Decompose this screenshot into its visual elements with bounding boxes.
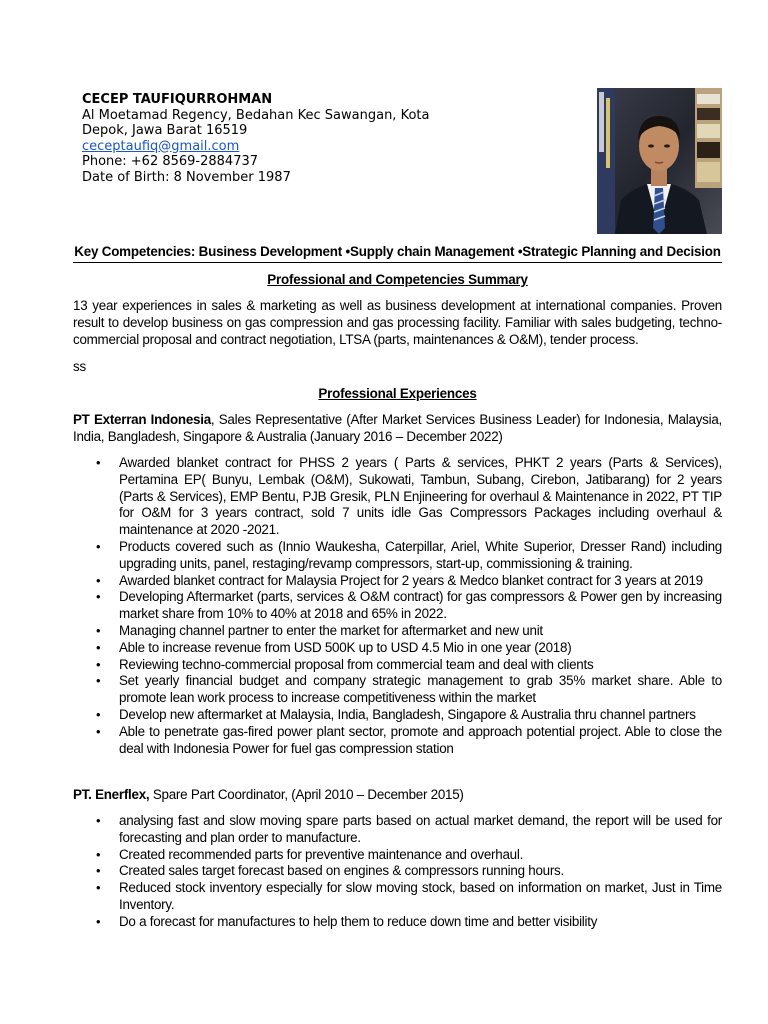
job-1-bullets — [96, 455, 722, 757]
candidate-name: CECEP TAUFIQURROHMAN — [82, 92, 273, 107]
bullet-icon: • — [96, 656, 101, 672]
list-item: • Reduced stock inventory especially for slow moving stock, based on information on market, Just in Time Inventory. — [96, 880, 722, 912]
job-header-2 — [73, 787, 722, 804]
bullet-icon: • — [96, 455, 101, 470]
divider-line — [73, 262, 722, 263]
bullet-icon: • — [96, 813, 101, 828]
bullet-icon: • — [96, 846, 101, 862]
list-item: • Developing Aftermarket (parts, services & O&M contract) for gas compressors & Power gen by increasing market share from 10% to 40% at 2018 and 65% in 2022. — [96, 589, 722, 622]
address-line-2: Depok, Jawa Barat 16519 — [82, 123, 248, 138]
phone-number: Phone: +62 8569-2884737 — [82, 154, 259, 169]
list-item: • Reviewing techno-commercial proposal from commercial team and deal with clients — [96, 656, 594, 672]
list-item: • Do a forecast for manufactures to help them to reduce down time and better visibility — [96, 913, 598, 929]
company-name: PT. Enerflex, — [73, 787, 150, 802]
bullet-icon: • — [96, 589, 101, 605]
job-details: Spare Part Coordinator, (April 2010 – December 2015) — [149, 787, 464, 802]
list-item: • Develop new aftermarket at Malaysia, India, Bangladesh, Singapore & Australia thru channel partners — [96, 706, 696, 722]
job-2-bullets — [96, 813, 722, 931]
list-item: • Able to increase revenue from USD 500K up to USD 4.5 Mio in one year (2018) — [96, 639, 572, 655]
list-item: • Awarded blanket contract for PHSS 2 years ( Parts & services, PHKT 2 years (Parts & Services), Pertamina EP( Bunyu, Lembak (O&M), Sukowati, Tambun, Subang, Cirebon, Jatibarang) for 2 years (Parts & Services), EMP Bentu, PJB Gresik, PLN Enjineering for overhaul & Maintenance in 2022, PT TIP for O&M for 3 years contract, sold 7 units idle Gas Compressors Packages including overhaul & maintenance at 2020 -2021. — [96, 455, 722, 538]
list-item: • analysing fast and slow moving spare parts based on actual market demand, the report will be used for forecasting and plan order to manufacture. — [96, 813, 722, 845]
bullet-icon: • — [96, 706, 101, 722]
summary-text: 13 year experiences in sales & marketing as well as business development at international companies. Proven result to develop business on gas compression and gas processing facility. Familiar with sales budgeting, techno-commercial proposal and contract negotiation, LTSA (parts, maintenances & O&M), tender process. — [73, 298, 722, 347]
list-item: • Awarded blanket contract for Malaysia Project for 2 years & Medco blanket contract for 3 years at 2019 — [96, 572, 703, 588]
list-item: • Able to penetrate gas-fired power plant sector, promote and approach potential project. Able to close the deal with Indonesia Power for fuel gas compression station — [96, 723, 722, 756]
list-item: • Managing channel partner to enter the market for aftermarket and new unit — [96, 622, 543, 638]
bullet-icon: • — [96, 572, 101, 588]
bullet-icon: • — [96, 863, 101, 879]
list-item: • Products covered such as (Innio Waukesha, Caterpillar, Ariel, White Superior, Dresser Rand) including upgrading units, panel, restaging/revamp compressors, start-up, commissioning & training. — [96, 538, 722, 571]
bullet-icon: • — [96, 723, 101, 739]
job-details: , Sales Representative (After Market Services Business Leader) for Indonesia, Malaysia, India, Bangladesh, Singapore & Australia (January 2016 – December 2022) — [73, 412, 723, 444]
bullet-icon: • — [96, 880, 101, 896]
list-item: • Set yearly financial budget and company strategic management to grab 35% market share. Able to promote lean work process to increase competitiveness within the market — [96, 673, 722, 706]
company-name: PT Exterran Indonesia — [73, 412, 211, 427]
summary-heading: Professional and Competencies Summary — [267, 272, 528, 287]
summary-note: ss — [73, 359, 86, 374]
email-link[interactable]: ceceptaufiq@gmail.com — [82, 138, 240, 154]
date-of-birth: Date of Birth: 8 November 1987 — [82, 169, 291, 185]
bullet-icon: • — [96, 538, 101, 554]
contact-block — [82, 92, 562, 185]
bullet-icon: • — [96, 622, 101, 638]
bullet-icon: • — [96, 639, 101, 655]
address-line-1: Al Moetamad Regency, Bedahan Kec Sawangan, Kota — [82, 107, 430, 123]
job-header-1 — [73, 412, 722, 446]
list-item: • Created sales target forecast based on engines & compressors running hours. — [96, 863, 564, 879]
profile-photo — [597, 88, 722, 234]
experience-heading: Professional Experiences — [318, 386, 477, 401]
key-competencies: Key Competencies: Business Development •Supply chain Management •Strategic Planning and Decision — [74, 244, 721, 259]
bullet-icon: • — [96, 673, 101, 689]
list-item: • Created recommended parts for preventive maintenance and overhaul. — [96, 846, 524, 862]
bullet-icon: • — [96, 913, 101, 929]
